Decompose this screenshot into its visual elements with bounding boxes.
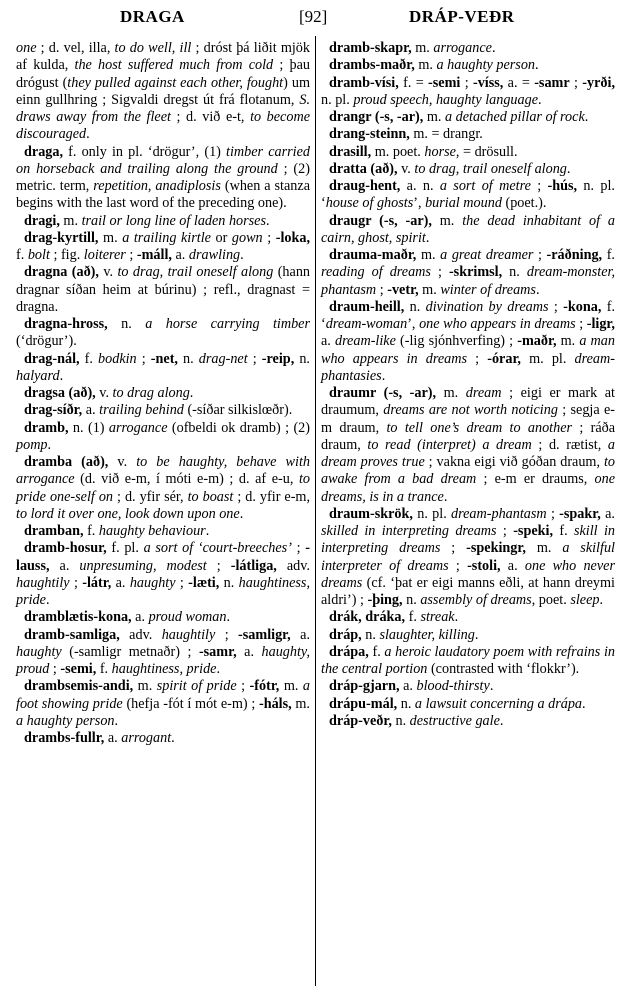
dictionary-entry: dramba (að), v. to be haughty, behave with arrogance (d. við e-m, í móti e-m) ; d. af e-u, to pride one-self on ; d. yfir sér, to boast ; d. yfir e-m, to lord it over one, look down upon one.	[16, 454, 311, 522]
dictionary-entry: draum-heill, n. divination by dreams ; -kona, f. ‘dream-woman’, one who appears in dreams ; -ligr, a. dream-like (-lig sjónhverfing) ; -maðr, m. a man who appears in dreams ; -órar, m. pl. dream-phantasies.	[321, 298, 616, 384]
dictionary-entry: drambs-fullr, a. arrogant.	[24, 730, 175, 746]
dictionary-entry: drák, dráka, f. streak.	[329, 609, 459, 626]
dictionary-entry: drag-kyrtill, m. a trailing kirtle or gown ; -loka, f. bolt ; fig. loiterer ; -máll, a. drawling.	[16, 229, 311, 263]
dictionary-entry: drápu-mál, n. a lawsuit concerning a drápa.	[329, 695, 586, 712]
dictionary-entry: drápa, f. a heroic laudatory poem with refrains in the central portion (contrasted with ‘flokkr’).	[321, 643, 615, 677]
dictionary-entry: drag-nál, f. bodkin ; -net, n. drag-net ; -reip, n. halyard.	[16, 350, 310, 384]
dictionary-entry: dramb-hosur, f. pl. a sort of ‘court-breeches’ ; -lauss, a. unpresuming, modest ; -látliga, adv. haughtily ; -látr, a. haughty ; -læti, n. haughtiness, pride.	[16, 540, 310, 608]
page-number: [92]	[299, 7, 328, 26]
right-column	[321, 40, 615, 730]
dictionary-entry: dramb, n. (1) arrogance (ofbeldi ok dramb) ; (2) pomp.	[16, 419, 310, 453]
dictionary-entry: drang-steinn, m. = drangr.	[329, 126, 483, 143]
dictionary-entry: dragna-hross, n. a horse carrying timber (‘drögur’).	[16, 316, 310, 350]
dictionary-entry: dragsa (að), v. to drag along.	[24, 385, 194, 401]
dictionary-entry: dragi, m. trail or long line of laden horses.	[24, 212, 270, 229]
dictionary-entry: dragna (að), v. to drag, trail oneself along (hann dragnar síðan heim at búrinu) ; refl., dragnast = dragna.	[16, 264, 311, 315]
dictionary-entry: drauma-maðr, m. a great dreamer ; -ráðning, f. reading of dreams ; -skrimsl, n. dream-monster, phantasm ; -vetr, m. winter of dreams.	[321, 247, 615, 298]
dictionary-entry: dráp-gjarn, a. blood-thirsty.	[329, 678, 494, 695]
dictionary-entry: dramblætis-kona, a. proud woman.	[24, 609, 231, 626]
running-head-right: DRÁP-VEÐR	[409, 7, 515, 26]
dictionary-entry: dramb-vísi, f. = -semi ; -víss, a. = -samr ; -yrði, n. pl. proud speech, haughty language.	[321, 74, 615, 108]
dictionary-entry: draga, f. only in pl. ‘drögur’, (1) timber carried on horseback and trailing along the ground ; (2) metric. term, repetition, anadiplosis (when a stanza begins with the last word of the preceding one).	[16, 143, 310, 212]
left-column	[16, 40, 310, 747]
dictionary-entry: drambsemis-andi, m. spirit of pride ; -fótr, m. a foot showing pride (hefja -fót í mót e-m) ; -háls, m. a haughty person.	[16, 678, 310, 729]
dictionary-entry: one ; d. vel, illa, to do well, ill ; dróst þá liðit mjök af kulda, the host suffered much from cold ; þau drógust (they pulled against each other, fought) um einn gullhring ; Sigvaldi dregst út frá flotanum, S. draws away from the fleet ; d. við e-t, to become discouraged.	[16, 40, 310, 143]
dictionary-entry: draugr (-s, -ar), m. the dead inhabitant of a cairn, ghost, spirit.	[321, 212, 615, 246]
dictionary-entry: draug-hent, a. n. a sort of metre ; -hús, n. pl. ‘house of ghosts’, burial mound (poet.).	[321, 178, 615, 212]
column-divider	[315, 36, 316, 986]
dictionary-entry: drangr (-s, -ar), m. a detached pillar of rock.	[329, 109, 589, 125]
dictionary-entry: drasill, m. poet. horse, = drösull.	[329, 143, 518, 160]
dictionary-entry: drambs-maðr, m. a haughty person.	[329, 57, 539, 74]
dictionary-entry: dráp-veðr, n. destructive gale.	[329, 712, 504, 729]
page-header	[0, 0, 625, 32]
dictionary-entry: dramb-samliga, adv. haughtily ; -samligr, a. haughty (-samligr metnaðr) ; -samr, a. haughty, proud ; -semi, f. haughtiness, pride.	[16, 626, 310, 677]
dictionary-entry: dratta (að), v. to drag, trail oneself along.	[329, 160, 571, 177]
dictionary-entry: dráp, n. slaughter, killing.	[329, 626, 479, 643]
dictionary-entry: drag-síðr, a. trailing behind (-síðar silkislœðr).	[24, 402, 293, 419]
dictionary-entry: dramb-skapr, m. arrogance.	[329, 40, 496, 56]
dictionary-entry: draumr (-s, -ar), m. dream ; eigi er mark at draumum, dreams are not worth noticing ; segja e-m draum, to tell one’s dream to another ; ráða draum, to read (interpret) a dream ; d. rætist, a dream proves true ; vakna eigi við góðan draum, to awake from a bad dream ; e-m er draums, one dreams, is in a trance.	[321, 385, 616, 505]
dictionary-entry: draum-skrök, n. pl. dream-phantasm ; -spakr, a. skilled in interpreting dreams ; -speki, f. skill in interpreting dreams ; -spekingr, m. a skilful interpreter of dreams ; -stoli, a. one who never dreams (cf. ‘þat er eigi manns eðli, at hann dreymi aldri’) ; -þing, n. assembly of dreams, poet. sleep.	[321, 505, 615, 608]
running-head-left: DRAGA	[120, 7, 185, 26]
dictionary-entry: dramban, f. haughty behaviour.	[24, 523, 210, 539]
